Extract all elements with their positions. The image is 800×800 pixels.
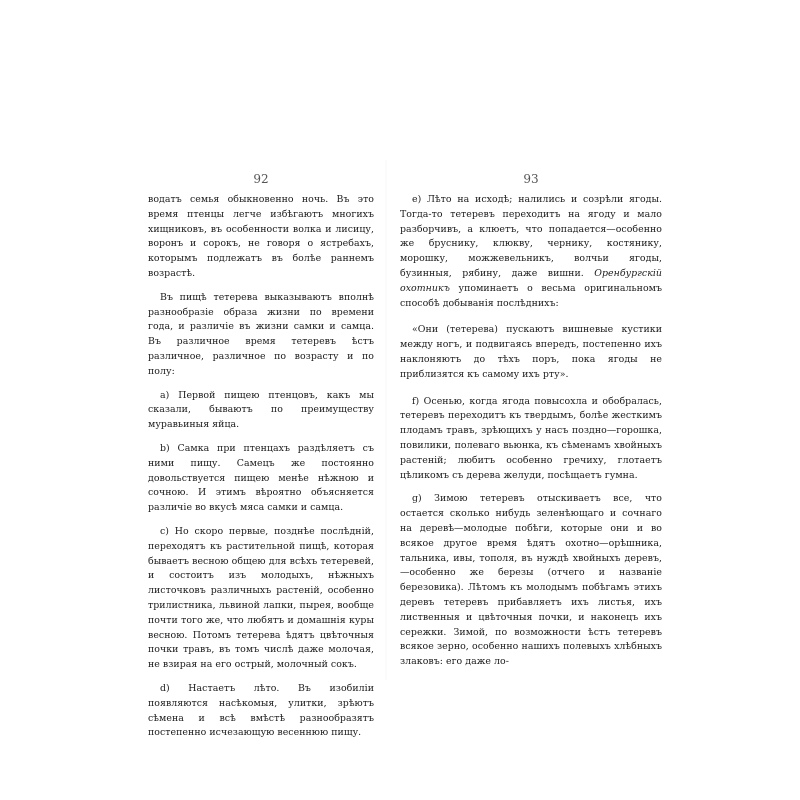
right-page-text — [400, 193, 662, 679]
paragraph: Въ пищѣ тетерева выказываютъ вполнѣ разнообразіе образа жизни по времени года, и различіе въ жизни самки и самца. Въ различное время тетеревъ ѣстъ различное, различное по возрасту и по полу: — [148, 291, 374, 377]
right-page — [400, 0, 662, 800]
page-number-left: 92 — [253, 172, 269, 186]
paragraph-e — [400, 193, 662, 311]
paragraph-c: c) Но скоро первые, позднѣе послѣдній, переходятъ къ растительной пищѣ, которая бываетъ весною общею для всѣхъ тетеревей, и состоитъ изъ молодыхъ, нѣжныхъ листочковъ различныхъ растеній, особенно трилистника, львиной лапки, пырея, вообще почти того же, что любятъ и домашнія куры весною. Потомъ тетерева ѣдятъ цвѣточныя почки травъ, въ томъ числѣ даже молочая, не взирая на его острый, молочный сокъ. — [148, 525, 374, 671]
paragraph-a: а) Первой пищею птенцовъ, какъ мы сказали, бываютъ по преимуществу муравьиныя яйца. — [148, 389, 374, 431]
paragraph-e-tail: упоминаетъ о весьма оригинальномъ способѣ добыванія послѣднихъ: — [400, 282, 663, 309]
page-number-right: 93 — [523, 172, 539, 186]
left-page — [148, 0, 374, 800]
paragraph-g: g) Зимою тетеревъ отыскиваетъ все, что остается сколько нибудь зеленѣющаго и сочнаго на деревѣ—молодые побѣги, которые они и во всякое другое время ѣдятъ охотно—орѣшника, тальника, ивы, тополя, въ нуждѣ хвойныхъ деревъ,—особенно же березы (отчего и названіе березовика). Лѣтомъ къ молодымъ побѣгамъ этихъ деревъ тетеревъ прибавляетъ ихъ листья, ихъ лиственныя и цвѣточныя почки, и наконецъ ихъ сережки. Зимой, по возможности ѣстъ тетеревъ всякое зерно, особенно нашихъ полевыхъ хлѣбныхъ злаковъ: его даже ло- — [400, 493, 662, 668]
paragraph: водатъ семья обыкновенно ночь. Въ это время птенцы легче избѣгаютъ многихъ хищниковъ, въ особенности волка и лисицу, воронъ и сорокъ, не говоря о ястребахъ, которымъ подлежатъ въ болѣе раннемъ возрастѣ. — [148, 194, 374, 279]
left-page-text — [148, 193, 374, 750]
quotation: «Они (тетерева) пускаютъ вишневые кустики между ногъ, и подвигаясь впередъ, постепенно ихъ наклоняютъ до тѣхъ поръ, пока ягоды не приблизятся къ самому ихъ рту». — [400, 324, 662, 380]
paragraph-b: b) Самка при птенцахъ раздѣляетъ съ ними пищу. Самецъ же постоянно довольствуется пищею менѣе нѣжною и сочною. И этимъ вѣроятно объясняется различіе во вкусѣ мяса самки и самца. — [148, 442, 374, 514]
paragraph-f: f) Осенью, когда ягода повысохла и обобралась, тетеревъ переходитъ къ твердымъ, болѣе жесткимъ плодамъ травъ, зрѣющихъ у насъ поздно—горошка, повилики, полеваго вьюнка, къ сѣменамъ хвойныхъ растеній; любитъ особенно гречиху, глотаетъ цѣликомъ съ дерева желуди, посѣщаетъ гумна. — [400, 395, 662, 481]
paragraph-d: d) Настаетъ лѣто. Въ изобиліи появляются насѣкомыя, улитки, зрѣютъ сѣмена и всѣ вмѣстѣ разнообразятъ постепенно исчезающую весеннюю пищу. — [148, 682, 374, 739]
author-reference: Оренбургскій охотникъ — [400, 267, 663, 294]
book-gutter — [385, 160, 387, 680]
paragraph-e-body: e) Лѣто на исходѣ; налились и созрѣли ягоды. Тогда-то тетеревъ переходитъ на ягоду и мало разборчивъ, а клюетъ, что попадается—особенно же бруснику, клюкву, чернику, костянику, морошку, можжевельникъ, волчьи ягоды, бузинныя, рябину, даже вишни. — [400, 194, 662, 279]
